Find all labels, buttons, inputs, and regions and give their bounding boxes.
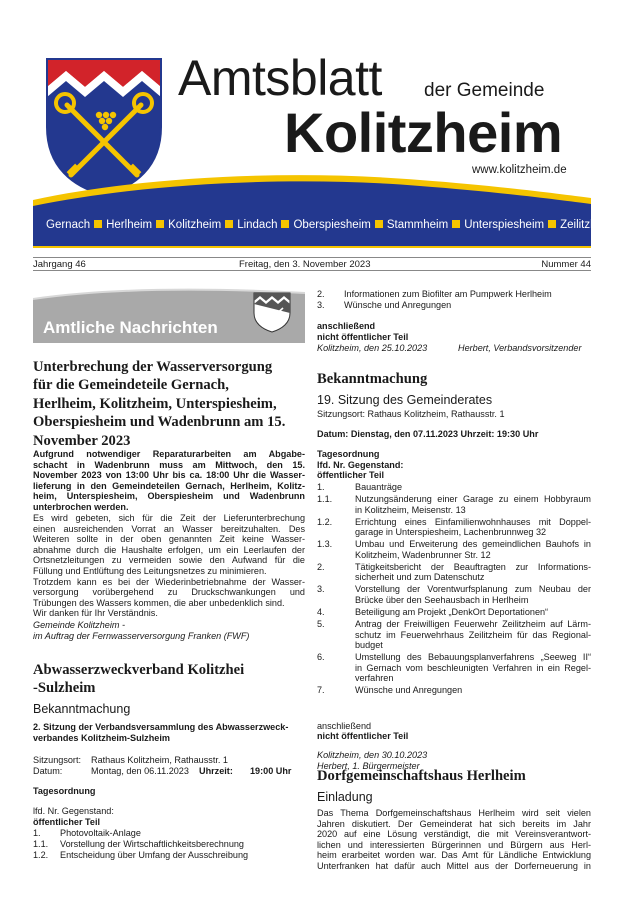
uhrzeit-label: Uhrzeit: [199,766,233,776]
dgh-heading: Dorfgemeinschaftshaus Herlheim [317,768,526,784]
agenda-item-text: Umstellung des Bebauungsplanverfahrens „Seeweg II“ in Gernach vom beschleunigten Verfahren in ein Regel- verfahren [355,652,591,684]
agenda-list-left: 1. Photovoltaik-Anlage 1.1. Vorstellung der Wirtschaftlichkeitsberechnung 1.2. Entscheidung über Umfang der Ausschreibung [33,828,249,860]
yellow-square-separator-icon [94,220,102,228]
tagesordnung-label: Tagesordnung [33,786,96,796]
council-session-location: Sitzungsort: Rathaus Kolitzheim, Rathausstr. 1 [317,409,505,419]
yellow-square-separator-icon [225,220,233,228]
agenda-item-text: Antrag der Freiwilligen Feuerwehr Zeilitzheim auf Lärm- schutz im Feuerwehrhaus Zeilitzheim für das Regional- budget [355,619,591,651]
agenda-item-text: Errichtung eines Einfamilienwohnhauses mit Doppel- garage in Unterspiesheim, Lachenbrunnweg 32 [355,516,591,538]
village-name: Unterspiesheim [464,219,545,231]
village-name: Kolitzheim [168,219,222,231]
agenda-item-number: 6. [317,652,325,663]
dgh-body: Das Thema Dorfgemeinschaftshaus Herlheim wird seit vielen Jahren diskutiert. Der Gemeinderat hat sich bereits im Jahr 2020 auf eine Lösung verständigt, die mit Vereinsverantwort- lichen und interessierten Bürgerinnen und Bürgern aus Herl- heim erarbeitet worden war. Das Amt für Ländliche Entwicklung Unterfranken hat dafür auch Mittel aus der Dorferneuerung in [317,808,591,871]
sitzungsort-label: Sitzungsort: [33,755,82,765]
agenda-continued: 2. Informationen zum Biofilter am Pumpwerk Herlheim 3. Wünsche und Anregungen [317,289,552,310]
agenda-header: lfd. Nr. Gegenstand: [317,460,404,470]
article-water-headline: Unterbrechung der Wasserversorgung für die Gemeindeteile Gernach, Herlheim, Kolitzheim, Unterspiesheim, Oberspiesheim und Wadenbrunn am 15. November 2023 [33,359,286,449]
non-public-label: nicht öffentlicher Teil [317,332,409,342]
header-swoosh-band [0,170,625,250]
agenda-item-number: 5. [317,619,325,629]
bekanntmachung-heading: Bekanntmachung [317,371,428,387]
village-name: Lindach [237,219,278,231]
masthead-subtitle: der Gemeinde [424,80,545,101]
public-section-label: öffentlicher Teil [317,470,385,480]
agenda-item-number: 1.2. [317,516,333,527]
signature-name: Herbert, Verbandsvorsitzender [458,343,582,353]
village-name: Stammheim [386,219,449,231]
agenda-item-text: Umbau und Erweiterung des gemeindlichen Bauhofs in Kolitzheim, Wadenbrunner Str. 12 [355,539,591,560]
council-signature: Kolitzheim, den 30.10.2023 Herbert, 1. Bürgermeister [317,750,428,771]
agenda-item-text: Vorstellung der Vorentwurfsplanung zum Neubau der Brücke über den Seehausbach in Herlheim [355,584,591,605]
dgh-subheading: Einladung [317,790,373,804]
agenda-item-number: 2. [317,561,325,572]
non-public-label: nicht öffentlicher Teil [317,731,409,741]
village-name: Herlheim [106,219,153,231]
agenda-item-number: 3. [317,584,325,595]
anschliessend-label: anschließend [317,721,372,731]
agenda-item-number: 1. [317,482,325,492]
agenda-item-text: Bauanträge [355,482,403,492]
issue-volume: Jahrgang 46 [33,259,86,270]
agenda-item-text: Wünsche und Anregungen [355,685,463,696]
village-list [46,219,615,231]
agenda-item-text: Nutzungsänderung einer Garage zu einem Hobbyraum in Kolitzheim, Meisenstr. 13 [355,494,591,515]
article-sewage-subheading: Bekanntmachung [33,702,131,716]
agenda-item-number: 7. [317,685,325,696]
article-sewage-lead: 2. Sitzung der Verbandsversammlung des Abwasserzweck- verbandes Kolitzheim-Sulzheim [33,722,289,743]
agenda-item-number: 1.1. [317,494,333,504]
issue-date: Freitag, den 3. November 2023 [239,259,371,270]
yellow-square-separator-icon [548,220,556,228]
datum-value: Montag, den 06.11.2023 [91,766,189,776]
yellow-square-separator-icon [156,220,164,228]
article-water-signature: Gemeinde Kolitzheim - im Auftrag der Fernwasserversorgung Franken (FWF) [33,620,250,641]
council-session-heading: 19. Sitzung des Gemeinderates [317,393,493,407]
issue-info-bar [33,257,591,271]
council-session-date: Datum: Dienstag, den 07.11.2023 Uhrzeit: 19:30 Uhr [317,429,539,439]
agenda-item-number: 4. [317,607,325,617]
masthead-title: Amtsblatt [178,50,382,106]
yellow-square-separator-icon [281,220,289,228]
yellow-square-separator-icon [452,220,460,228]
yellow-square-separator-icon [375,220,383,228]
uhrzeit-value: 19:00 Uhr [250,766,292,776]
agenda-header: lfd. Nr. Gegenstand: [33,806,114,816]
public-section-label: öffentlicher Teil [33,817,101,827]
article-water-lead: Aufgrund notwendiger Reparaturarbeiten am Abgabe- schacht in Wadenbrunn muss am Mittwoch, den 15. November 2023 von 13:00 Uhr bis ca. 18:00 Uhr die Wasser- lieferung in den Gemeindeteilen Gernach, Herlheim, Kolitz- heim, Unterspiesheim, Oberspiesheim und Wadenbrunn unterbrochen werden. [33,449,305,512]
village-name: Gernach [46,219,91,231]
agenda-item-text: Beteiligung am Projekt „DenkOrt Deportationen“ [355,607,549,617]
tagesordnung-label: Tagesordnung [317,449,380,459]
council-agenda-list [317,482,591,722]
section-banner-label: Amtliche Nachrichten [43,318,218,337]
signature-place-date: Kolitzheim, den 25.10.2023 [317,343,428,353]
anschliessend-label: anschließend [317,321,376,331]
sitzungsort-value: Rathaus Kolitzheim, Rathausstr. 1 [91,755,228,765]
issue-number: Nummer 44 [541,259,591,270]
masthead-municipality: Kolitzheim [284,101,563,164]
village-name: Oberspiesheim [293,219,371,231]
agenda-item-text: Tätigkeitsbericht der Beauftragten zur Informations- sicherheit und zum Datenschutz [355,561,591,583]
village-name: Zeilitzheim [560,219,616,231]
website-link[interactable]: www.kolitzheim.de [472,164,567,176]
datum-label: Datum: [33,766,63,776]
article-water-body: Es wird gebeten, sich für die Zeit der Lieferunterbrechung einen ausreichenden Vorrat an Wasser bereitzuhalten. Des Weiteren sollte in der oben genannten Zeit keine Wasser- abnahme durch die Haushalte erfolgen, um ein Leerlaufen der Ortsnetzleitungen zu vermeiden sowie den Aufwand für die Füllung und Entlüftung des Leitungsnetzes zu minimieren. Trotzdem kann es bei der Wiederinbetriebnahme der Wasser- versorgung vorübergehend zu Druckschwankungen und Trübungen des Wassers kommen, die aber unbedenklich sind. Wir danken für Ihr Verständnis. [33,513,305,619]
small-coat-of-arms-icon [250,291,294,333]
agenda-item-number: 1.3. [317,539,333,550]
article-sewage-headline: Abwasserzweckverband Kolitzhei -Sulzheim [33,662,245,697]
